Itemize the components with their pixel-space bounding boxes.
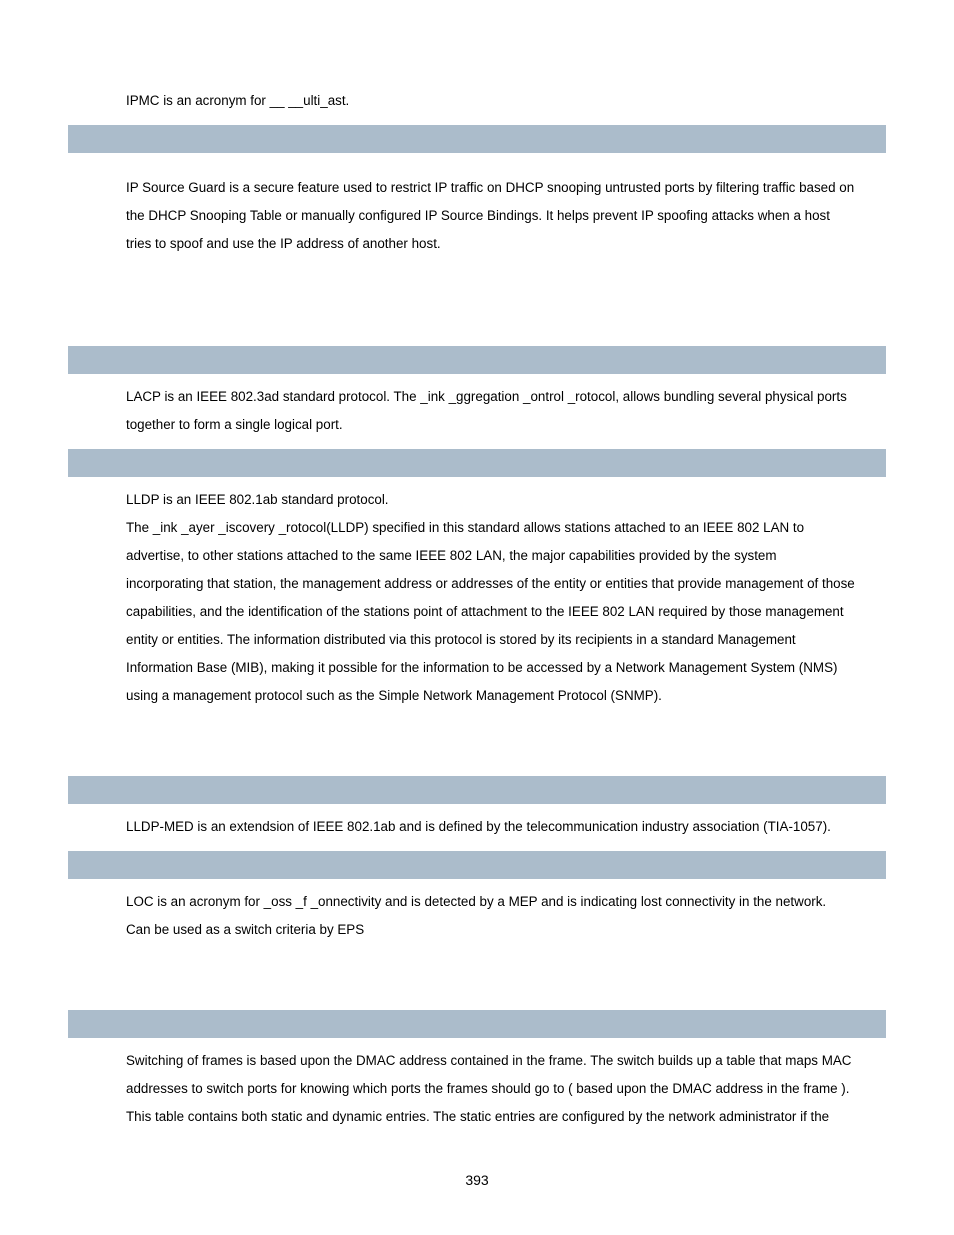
- section-header-bar-lldp-med: [68, 776, 886, 804]
- ip-source-guard-line-2: the DHCP Snooping Table or manually configured IP Source Bindings. It helps prevent IP spoofing attacks when a host: [126, 208, 830, 223]
- lldp-line-7: Information Base (MIB), making it possible for the information to be accessed by a Network Management System (NMS): [126, 660, 838, 675]
- lldp-line-4: incorporating that station, the management address or addresses of the entity or entities that provide management of those: [126, 576, 855, 591]
- lldp-line-3: advertise, to other stations attached to the same IEEE 802 LAN, the major capabilities provided by the system: [126, 548, 777, 563]
- mac-table-line-2: addresses to switch ports for knowing which ports the frames should go to ( based upon the DMAC address in the frame ).: [126, 1081, 850, 1096]
- loc-paragraph: [126, 888, 888, 944]
- section-header-bar-lldp: [68, 449, 886, 477]
- ip-source-guard-paragraph: [126, 174, 888, 258]
- lacp-line-2: together to form a single logical port.: [126, 417, 343, 432]
- ip-source-guard-line-3: tries to spoof and use the IP address of another host.: [126, 236, 441, 251]
- ipmc-paragraph: [126, 87, 888, 115]
- lacp-line-1: LACP is an IEEE 802.3ad standard protocol. The _ink _ggregation _ontrol _rotocol, allows bundling several physical ports: [126, 389, 847, 404]
- section-header-bar-lacp: [68, 346, 886, 374]
- loc-line-2: Can be used as a switch criteria by EPS: [126, 922, 365, 937]
- loc-line-1: LOC is an acronym for _oss _f _onnectivity and is detected by a MEP and is indicating lost connectivity in the network.: [126, 894, 827, 909]
- page-number: 393: [465, 1172, 489, 1188]
- ipmc-line-1: IPMC is an acronym for __ __ulti_ast.: [126, 93, 350, 108]
- section-header-bar-ip-source-guard: [68, 125, 886, 153]
- lacp-paragraph: [126, 383, 888, 439]
- section-header-bar-loc: [68, 851, 886, 879]
- lldp-paragraph: [126, 486, 888, 710]
- lldp-line-1: LLDP is an IEEE 802.1ab standard protocol.: [126, 492, 389, 507]
- lldp-line-2: The _ink _ayer _iscovery _rotocol(LLDP) specified in this standard allows stations attached to an IEEE 802 LAN to: [126, 520, 805, 535]
- lldp-med-paragraph: [126, 813, 888, 841]
- lldp-med-line-1: LLDP-MED is an extendsion of IEEE 802.1ab and is defined by the telecommunication industry association (TIA-1057).: [126, 819, 831, 834]
- mac-table-line-3: This table contains both static and dynamic entries. The static entries are configured by the network administrator if the: [126, 1109, 830, 1124]
- mac-table-line-1: Switching of frames is based upon the DMAC address contained in the frame. The switch builds up a table that maps MAC: [126, 1053, 852, 1068]
- lldp-line-5: capabilities, and the identification of the stations point of attachment to the IEEE 802 LAN required by those management: [126, 604, 844, 619]
- section-header-bar-mac-table: [68, 1010, 886, 1038]
- lldp-line-8: using a management protocol such as the Simple Network Management Protocol (SNMP).: [126, 688, 662, 703]
- ip-source-guard-line-1: IP Source Guard is a secure feature used to restrict IP traffic on DHCP snooping untrusted ports by filtering traffic based on: [126, 180, 855, 195]
- lldp-line-6: entity or entities. The information distributed via this protocol is stored by its recipients in a standard Management: [126, 632, 796, 647]
- mac-table-paragraph: [126, 1047, 888, 1131]
